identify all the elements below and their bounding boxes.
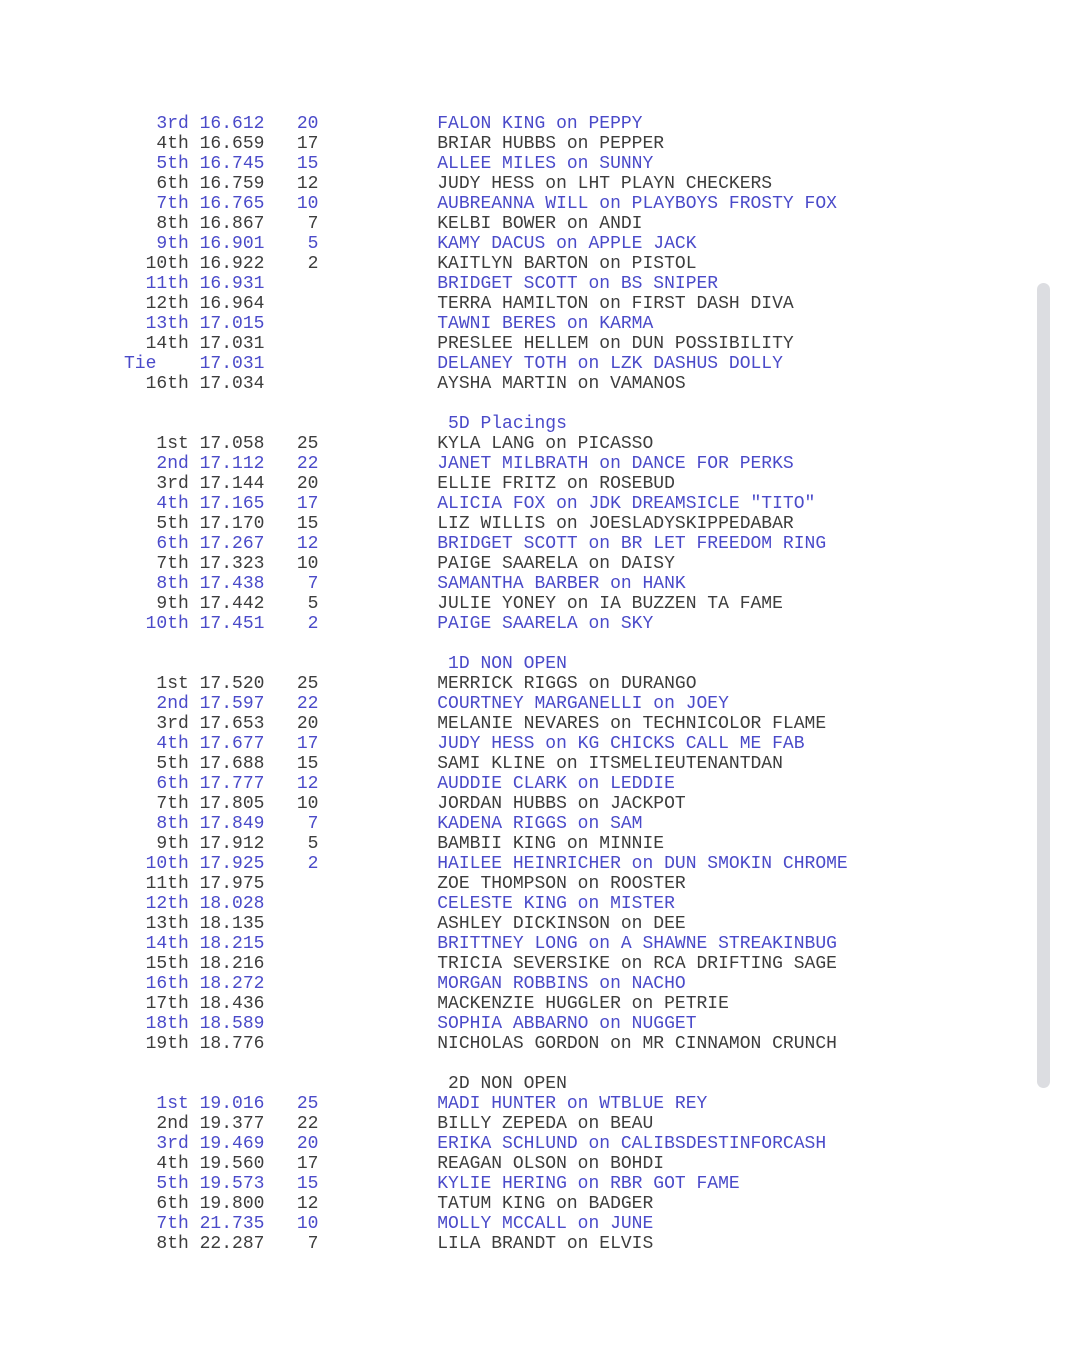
result-row[interactable]: 12th 18.028 CELESTE KING on MISTER [124, 894, 675, 914]
section-header: 2D NON OPEN [124, 1074, 567, 1094]
result-row[interactable]: 6th 17.777 12 AUDDIE CLARK on LEDDIE [124, 774, 675, 794]
result-row: 3rd 17.653 20 MELANIE NEVARES on TECHNICOLOR FLAME [124, 714, 827, 734]
result-row[interactable]: 7th 21.735 10 MOLLY MCCALL on JUNE [124, 1214, 654, 1234]
result-row[interactable]: 2nd 17.112 22 JANET MILBRATH on DANCE FOR PERKS [124, 454, 794, 474]
result-row[interactable]: 4th 17.677 17 JUDY HESS on KG CHICKS CALL ME FAB [124, 734, 805, 754]
result-row: 17th 18.436 MACKENZIE HUGGLER on PETRIE [124, 994, 729, 1014]
results-list [124, 114, 848, 1254]
result-row[interactable]: 9th 16.901 5 KAMY DACUS on APPLE JACK [124, 234, 697, 254]
result-row[interactable]: 6th 17.267 12 BRIDGET SCOTT on BR LET FREEDOM RING [124, 534, 827, 554]
result-row[interactable]: 18th 18.589 SOPHIA ABBARNO on NUGGET [124, 1014, 697, 1034]
result-row[interactable]: 2nd 17.597 22 COURTNEY MARGANELLI on JOEY [124, 694, 729, 714]
result-row: 4th 16.659 17 BRIAR HUBBS on PEPPER [124, 134, 665, 154]
result-row[interactable]: 16th 18.272 MORGAN ROBBINS on NACHO [124, 974, 686, 994]
result-row: 11th 17.975 ZOE THOMPSON on ROOSTER [124, 874, 686, 894]
result-row: 6th 19.800 12 TATUM KING on BADGER [124, 1194, 654, 1214]
spacer-row [124, 1054, 848, 1074]
section-header[interactable]: 1D NON OPEN [124, 654, 567, 674]
result-row: 9th 17.912 5 BAMBII KING on MINNIE [124, 834, 665, 854]
result-row: 5th 17.170 15 LIZ WILLIS on JOESLADYSKIPPEDABAR [124, 514, 794, 534]
result-row[interactable]: 5th 16.745 15 ALLEE MILES on SUNNY [124, 154, 654, 174]
result-row[interactable]: Tie 17.031 DELANEY TOTH on LZK DASHUS DOLLY [124, 354, 783, 374]
result-row[interactable]: 14th 18.215 BRITTNEY LONG on A SHAWNE STREAKINBUG [124, 934, 837, 954]
result-row: 8th 16.867 7 KELBI BOWER on ANDI [124, 214, 643, 234]
result-row: 5th 17.688 15 SAMI KLINE on ITSMELIEUTENANTDAN [124, 754, 783, 774]
result-row: 14th 17.031 PRESLEE HELLEM on DUN POSSIBILITY [124, 334, 794, 354]
result-row[interactable]: 10th 17.451 2 PAIGE SAARELA on SKY [124, 614, 654, 634]
spacer-row [124, 394, 848, 414]
result-row[interactable]: 8th 17.849 7 KADENA RIGGS on SAM [124, 814, 643, 834]
result-row[interactable]: 3rd 16.612 20 FALON KING on PEPPY [124, 114, 643, 134]
result-row[interactable]: 1st 19.016 25 MADI HUNTER on WTBLUE REY [124, 1094, 708, 1114]
section-header[interactable]: 5D Placings [124, 414, 567, 434]
result-row: 2nd 19.377 22 BILLY ZEPEDA on BEAU [124, 1114, 654, 1134]
result-row[interactable]: 13th 17.015 TAWNI BERES on KARMA [124, 314, 654, 334]
result-row: 16th 17.034 AYSHA MARTIN on VAMANOS [124, 374, 686, 394]
result-row[interactable]: 8th 17.438 7 SAMANTHA BARBER on HANK [124, 574, 686, 594]
result-row: 6th 16.759 12 JUDY HESS on LHT PLAYN CHECKERS [124, 174, 773, 194]
result-row[interactable]: 7th 16.765 10 AUBREANNA WILL on PLAYBOYS FROSTY FOX [124, 194, 837, 214]
result-row: 7th 17.805 10 JORDAN HUBBS on JACKPOT [124, 794, 686, 814]
scrollbar-thumb[interactable] [1037, 283, 1050, 1088]
result-row: 1st 17.058 25 KYLA LANG on PICASSO [124, 434, 654, 454]
result-row: 9th 17.442 5 JULIE YONEY on IA BUZZEN TA FAME [124, 594, 783, 614]
result-row[interactable]: 5th 19.573 15 KYLIE HERING on RBR GOT FAME [124, 1174, 740, 1194]
result-row: 8th 22.287 7 LILA BRANDT on ELVIS [124, 1234, 654, 1254]
result-row[interactable]: 3rd 19.469 20 ERIKA SCHLUND on CALIBSDESTINFORCASH [124, 1134, 827, 1154]
result-row[interactable]: 10th 17.925 2 HAILEE HEINRICHER on DUN SMOKIN CHROME [124, 854, 848, 874]
result-row[interactable]: 4th 17.165 17 ALICIA FOX on JDK DREAMSICLE "TITO" [124, 494, 816, 514]
result-row: 13th 18.135 ASHLEY DICKINSON on DEE [124, 914, 686, 934]
result-row[interactable]: 11th 16.931 BRIDGET SCOTT on BS SNIPER [124, 274, 719, 294]
result-row: 4th 19.560 17 REAGAN OLSON on BOHDI [124, 1154, 665, 1174]
spacer-row [124, 634, 848, 654]
result-row: 10th 16.922 2 KAITLYN BARTON on PISTOL [124, 254, 697, 274]
result-row: 15th 18.216 TRICIA SEVERSIKE on RCA DRIFTING SAGE [124, 954, 837, 974]
result-row: 19th 18.776 NICHOLAS GORDON on MR CINNAMON CRUNCH [124, 1034, 837, 1054]
result-row: 3rd 17.144 20 ELLIE FRITZ on ROSEBUD [124, 474, 675, 494]
result-row: 7th 17.323 10 PAIGE SAARELA on DAISY [124, 554, 675, 574]
result-row: 1st 17.520 25 MERRICK RIGGS on DURANGO [124, 674, 697, 694]
result-row: 12th 16.964 TERRA HAMILTON on FIRST DASH DIVA [124, 294, 794, 314]
